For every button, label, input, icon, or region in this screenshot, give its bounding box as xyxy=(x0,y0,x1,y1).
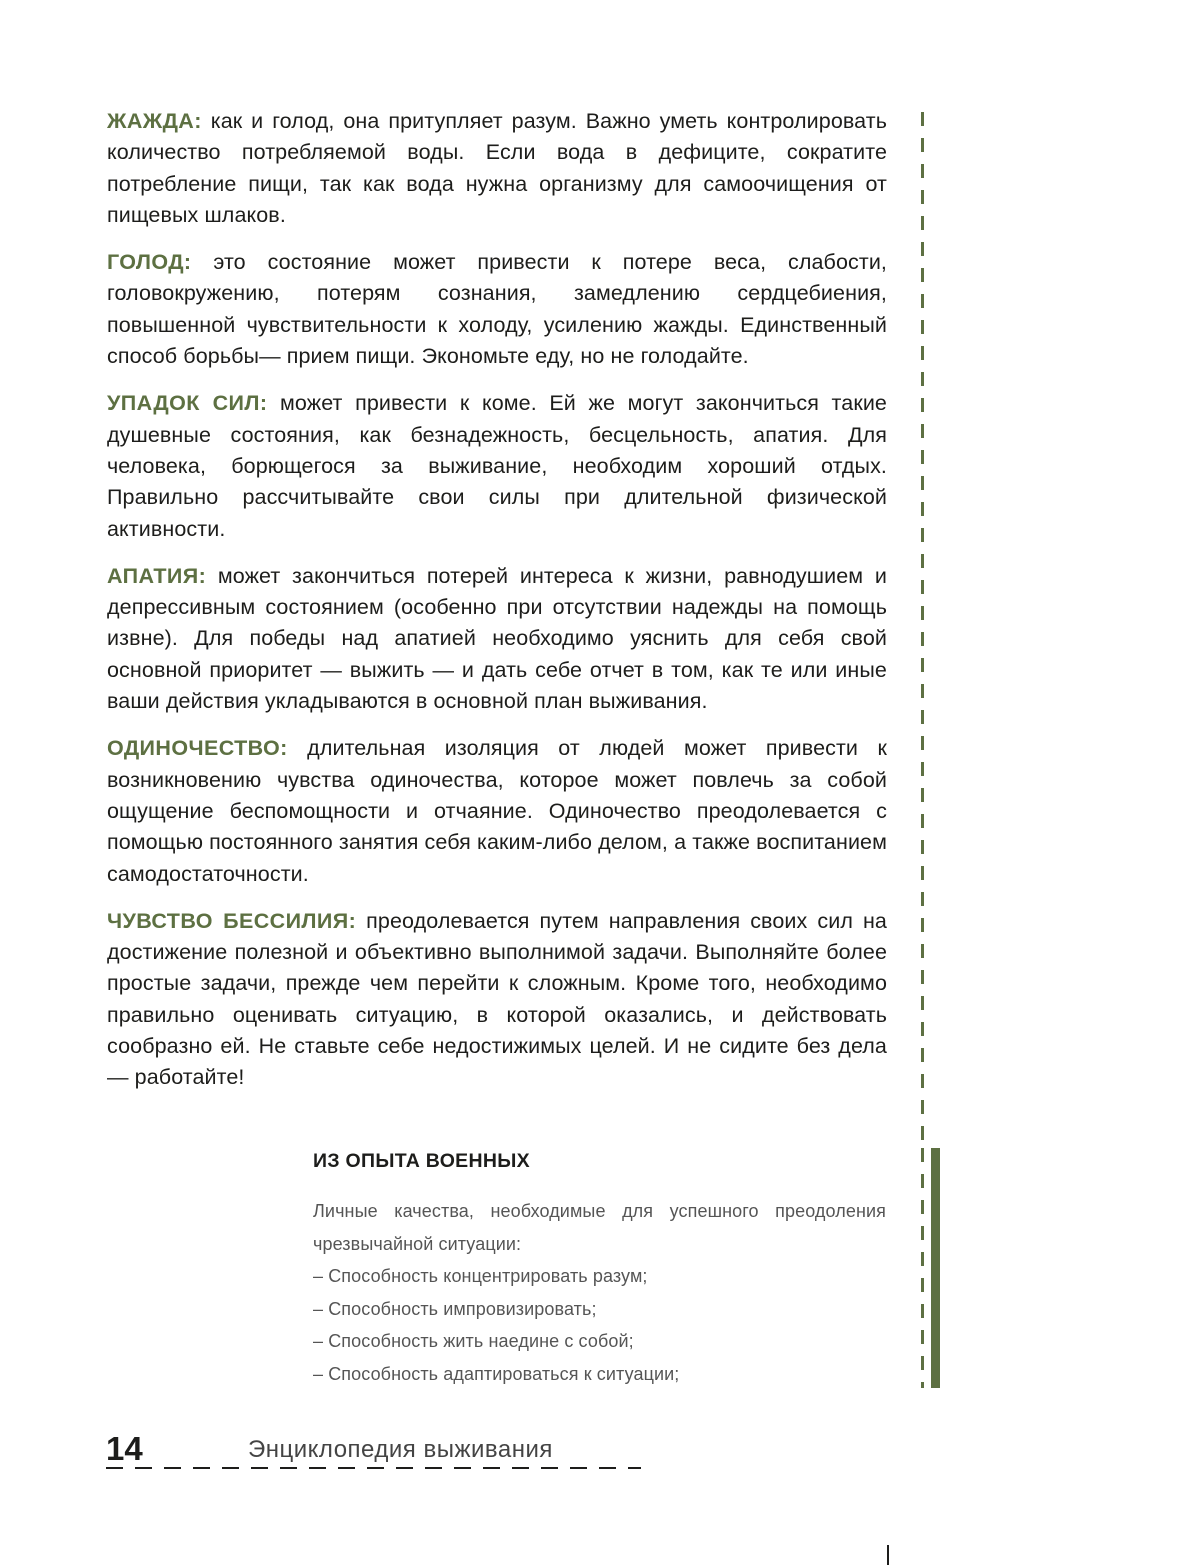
right-solid-rule xyxy=(931,1148,940,1388)
paragraph-thirst xyxy=(107,106,887,231)
paragraph-apathy xyxy=(107,561,887,717)
paragraph-text: это состояние может привести к потере веса, слабости, головокружению, потерям сознания, замедлению сердцебиения, повышенной чувствительности к холоду, усилению жажды. Единственный способ борьбы— прием пищи. Экономьте еду, но не голодайте. xyxy=(107,250,887,369)
paragraph-text: длительная изоляция от людей может привести к возникновению чувства одиночества, которое может повлечь за собой ощущение беспомощности и отчаяние. Одиночество преодолевается с помощью постоянного занятия себя каким-либо делом, а также воспитанием самодостаточности. xyxy=(107,736,887,886)
paragraph-hunger xyxy=(107,247,887,372)
term-label: ГОЛОД: xyxy=(107,250,192,275)
box-title: ИЗ ОПЫТА ВОЕННЫХ xyxy=(313,1150,530,1172)
list-item: – Способность адаптироваться к ситуации; xyxy=(313,1363,680,1384)
list-item: – Способность импровизировать; xyxy=(313,1298,597,1319)
main-text xyxy=(107,106,887,1110)
term-label: ОДИНОЧЕСТВО: xyxy=(107,736,288,761)
paragraph-text: как и голод, она притупляет разум. Важно уметь контролировать количество потребляемой воды. Если вода в дефиците, сократите потребление пищи, так как вода нужна организму для самоочищения от пищевых шлаков. xyxy=(107,109,887,227)
paragraph-fatigue xyxy=(107,388,887,544)
military-experience-box xyxy=(313,1150,886,1390)
right-dashed-rule xyxy=(921,112,924,1142)
paragraph-loneliness xyxy=(107,733,887,889)
term-label: УПАДОК СИЛ: xyxy=(107,391,268,416)
paragraph-text: преодолевается путем направления своих сил на достижение полезной и объективно выполнимой задачи. Выполняйте более простые задачи, прежде чем перейти к сложным. Кроме того, необходимо правильно оценивать ситуацию, в которой оказались, и действовать сообразно ей. Не ставьте себе недостижимых целей. И не сидите без дела — работайте! xyxy=(107,908,887,1090)
list-item: – Способность концентрировать разум; xyxy=(313,1266,648,1286)
term-label: ЧУВСТВО БЕССИЛИЯ: xyxy=(107,908,357,933)
page-number: 14 xyxy=(106,1430,143,1467)
footer-dashed-line xyxy=(106,1467,641,1469)
right-dashed-rule-lower xyxy=(921,1148,924,1388)
box-intro: Личные качества, необходимые для успешного преодоления чрезвычайной ситуации: xyxy=(313,1201,886,1254)
paragraph-text: может закончиться потерей интереса к жизни, равнодушием и депрессивным состоянием (особенно при отсутствии надежды на помощь извне). Для победы над апатией необходимо уяснить для себя свой основной приоритет — выжить — и дать себе отчет в том, как те или иные ваши действия укладываются в основной план выживания. xyxy=(107,563,887,714)
term-label: ЖАЖДА: xyxy=(107,109,202,133)
list-item: – Способность жить наедине с собой; xyxy=(313,1331,634,1351)
term-label: АПАТИЯ: xyxy=(107,563,207,588)
paragraph-text: может привести к коме. Ей же могут закончиться такие душевные состояния, как безнадежность, бесцельность, апатия. Для человека, борющегося за выживание, необходим хороший отдых. Правильно рассчитывайте свои силы при длительной физической активности. xyxy=(107,391,887,541)
running-title: Энциклопедия выживания xyxy=(248,1436,553,1463)
qualities-list xyxy=(313,1260,886,1390)
paragraph-helplessness xyxy=(107,906,887,1094)
crop-mark xyxy=(887,1545,889,1565)
